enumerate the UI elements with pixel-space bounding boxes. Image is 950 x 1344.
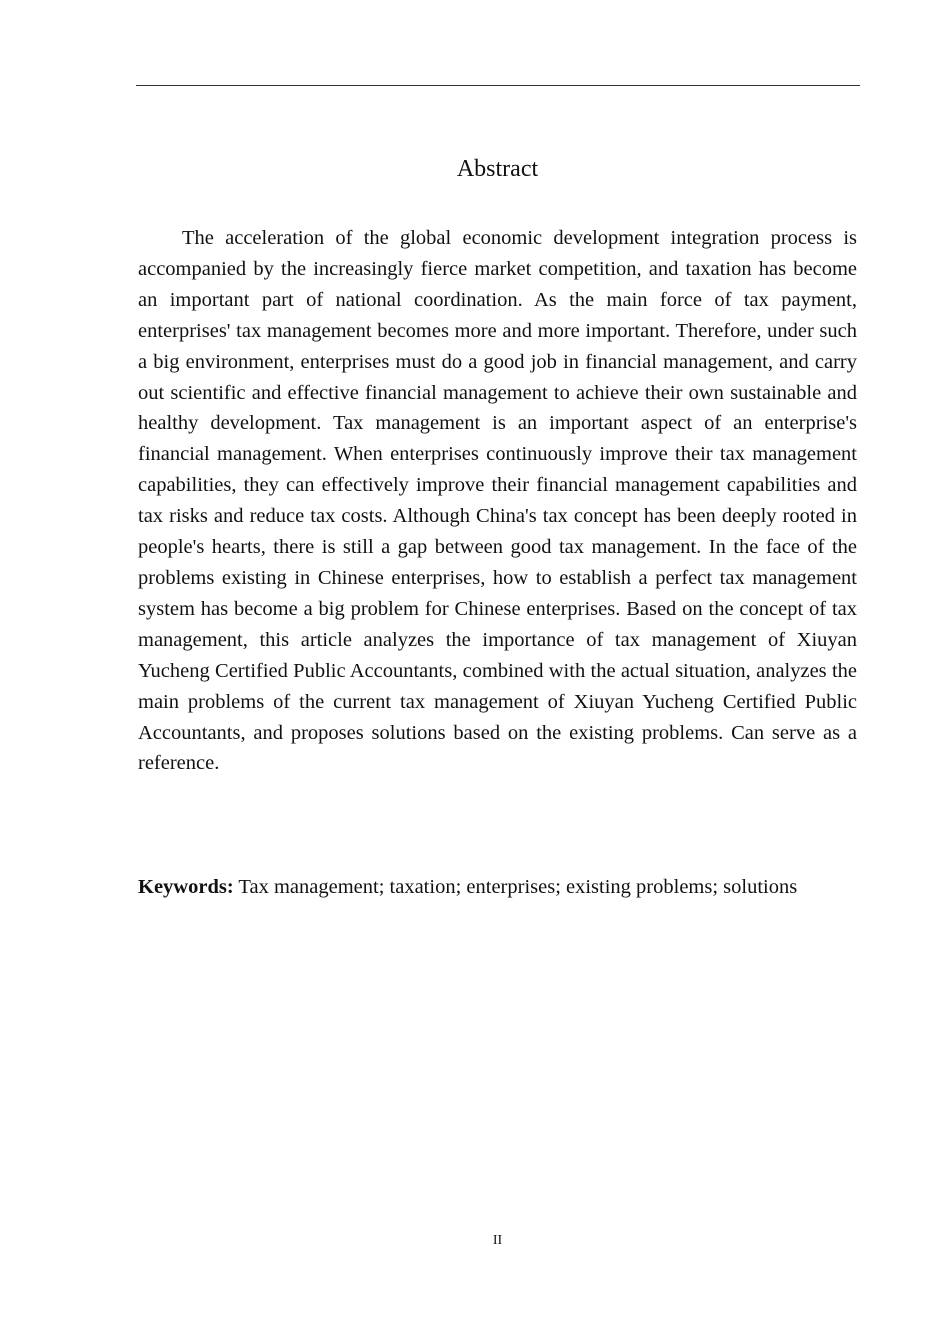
keywords-line — [138, 872, 857, 902]
header-rule — [136, 85, 860, 86]
abstract-body: The acceleration of the global economic development integration process is accompanied by the increasingly fierce market competition, and taxation has become an important part of national coordination. As the main force of tax payment, enterprises' tax management becomes more and more important. Therefore, under such a big environment, enterprises must do a good job in financial management, and carry out scientific and effective financial management to achieve their own sustainable and healthy development. Tax management is an important aspect of an enterprise's financial management. When enterprises continuously improve their tax management capabilities, they can effectively improve their financial management capabilities and tax risks and reduce tax costs. Although China's tax concept has been deeply rooted in people's hearts, there is still a gap between good tax management. In the face of the problems existing in Chinese enterprises, how to establish a perfect tax management system has become a big problem for Chinese enterprises. Based on the concept of tax management, this article analyzes the importance of tax management of Xiuyan Yucheng Certified Public Accountants, combined with the actual situation, analyzes the main problems of the current tax management of Xiuyan Yucheng Certified Public Accountants, and proposes solutions based on the existing problems. Can serve as a reference. — [138, 227, 857, 775]
page-number: II — [492, 1233, 503, 1248]
page-title: Abstract — [456, 156, 539, 182]
keywords-label: Keywords: — [138, 876, 234, 898]
keywords-text: Tax management; taxation; enterprises; existing problems; solutions — [238, 876, 798, 898]
